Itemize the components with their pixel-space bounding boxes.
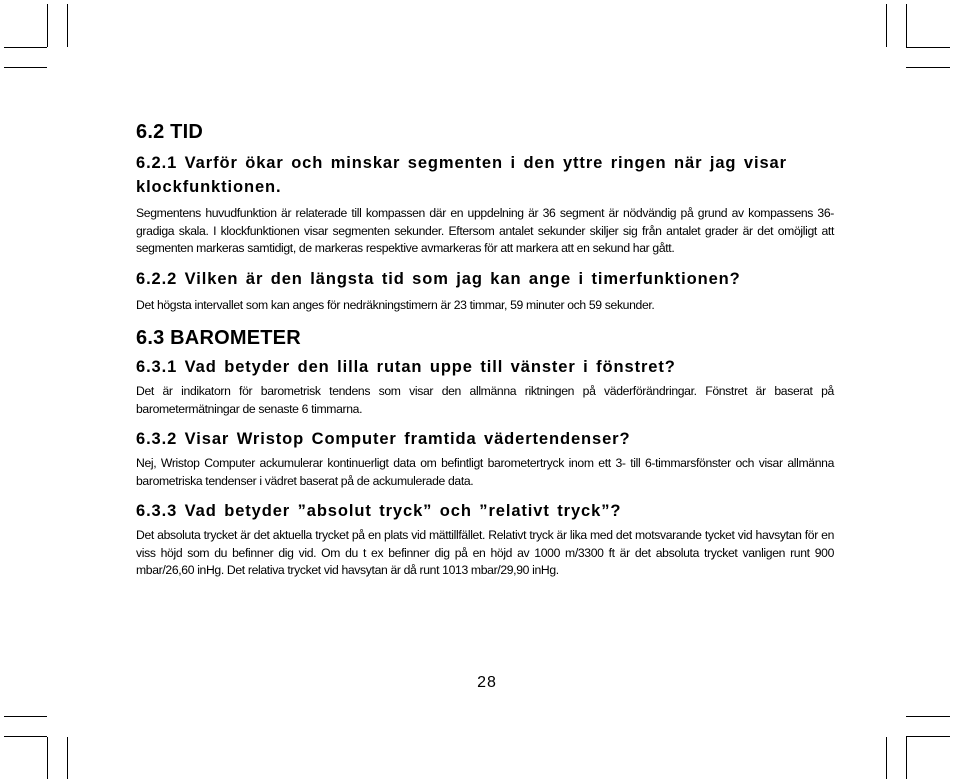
- crop-mark: [886, 737, 887, 779]
- crop-mark: [4, 716, 47, 717]
- answer-paragraph-6-3-1: Det är indikatorn för barometrisk tendens som visar den allmänna riktningen på väderförändringar. Fönstret är baserat på barometermätningar de senaste 6 timmarna.: [136, 384, 834, 416]
- question-heading-6-2-2: 6.2.2 Vilken är den längsta tid som jag kan ange i timerfunktionen?: [136, 269, 741, 288]
- crop-mark: [67, 4, 68, 47]
- question-heading-6-3-3: 6.3.3 Vad betyder ”absolut tryck” och ”relativt tryck”?: [136, 502, 622, 520]
- crop-mark: [906, 47, 950, 48]
- question-heading-6-3-1: 6.3.1 Vad betyder den lilla rutan uppe till vänster i fönstret?: [136, 358, 676, 376]
- crop-mark: [4, 736, 47, 737]
- answer-paragraph-6-2-1: Segmentens huvudfunktion är relaterade till kompassen där en uppdelning är 36 segment är nödvändig på grund av kompassens 36-gradiga skala. I klockfunktionen visar segmenten sekunder. Eftersom antalet sekunder skiljer sig från antalet grader är det omöjligt att segmenten markeras samtidigt, de markeras respektive avmarkeras för att markera att en sekund har gått.: [136, 206, 834, 255]
- crop-mark: [4, 67, 47, 68]
- page-content: [136, 120, 834, 580]
- crop-mark: [906, 67, 950, 68]
- crop-mark: [4, 47, 47, 48]
- question-heading-6-3-2: 6.3.2 Visar Wristop Computer framtida vädertendenser?: [136, 430, 631, 448]
- crop-mark: [906, 716, 950, 717]
- section-heading-tid: 6.2 TID: [136, 121, 203, 143]
- answer-paragraph-6-3-3: Det absoluta trycket är det aktuella trycket på en plats vid mättillfället. Relativt tryck är lika med det motsvarande tycket vid havsytan för en viss höjd som du befinner dig vid. Om du t ex befinner dig på en höjd av 1000 m/3300 ft är det absoluta trycket vanligen runt 900 mbar/26,60 inHg. Det relativa trycket vid havsytan är då runt 1013 mbar/29,90 inHg.: [136, 528, 834, 577]
- crop-mark: [906, 4, 907, 47]
- answer-paragraph-6-2-2: Det högsta intervallet som kan anges för nedräkningstimern är 23 timmar, 59 minuter och 59 sekunder.: [136, 297, 655, 312]
- crop-mark: [906, 737, 907, 779]
- question-heading-6-2-1: 6.2.1 Varför ökar och minskar segmenten i den yttre ringen när jag visar klockfunktionen.: [136, 154, 787, 196]
- crop-mark: [886, 4, 887, 47]
- page-number: 28: [477, 674, 497, 691]
- crop-mark: [47, 4, 48, 47]
- answer-paragraph-6-3-2: Nej, Wristop Computer ackumulerar kontinuerligt data om befintligt barometertryck inom ett 3- till 6-timmarsfönster och visar allmänna barometriska tendenser i vädret baserat på de ackumulerade data.: [136, 456, 834, 488]
- crop-mark: [906, 736, 950, 737]
- crop-mark: [67, 737, 68, 779]
- section-heading-barometer: 6.3 BAROMETER: [136, 327, 301, 349]
- crop-mark: [47, 737, 48, 779]
